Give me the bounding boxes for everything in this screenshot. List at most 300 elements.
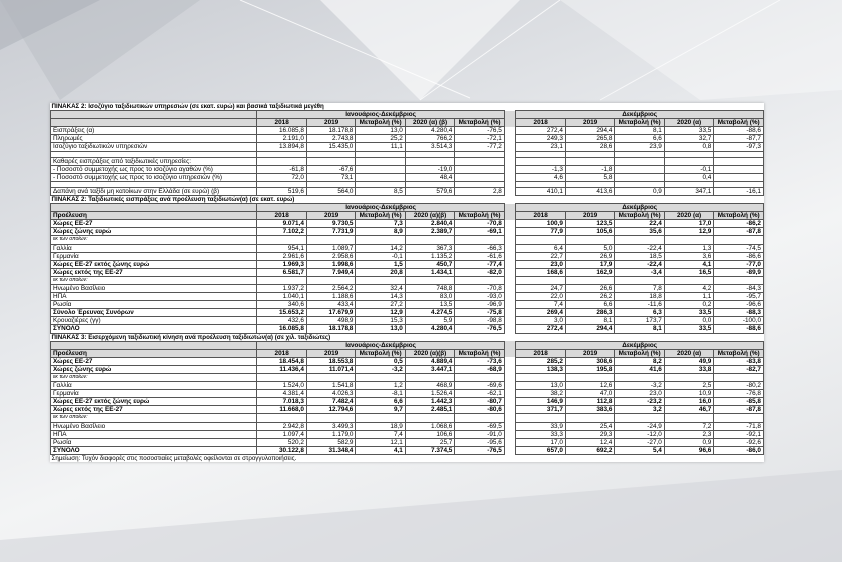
cell-value: 2.958,6	[306, 252, 355, 260]
cell-value: 13,0	[516, 382, 565, 390]
cell-value: 7,3	[356, 220, 405, 228]
cell-value: 692,2	[565, 446, 614, 454]
cell-value	[455, 165, 504, 173]
table-row	[51, 165, 764, 173]
cell-value: 1.068,6	[405, 422, 454, 430]
row-label: - Ποσοστό συμμετοχής ως προς το ισοζύγιο αγαθών (%)	[51, 165, 257, 173]
table-row	[51, 143, 764, 151]
cell-value: 11.668,0	[257, 406, 306, 414]
cell-value: 7.482,4	[306, 398, 355, 406]
cell-value	[664, 374, 713, 382]
cell-value: -84,3	[714, 284, 764, 292]
cell-value: -87,8	[714, 406, 764, 414]
table-3	[51, 333, 764, 357]
cell-value: -95,7	[714, 293, 764, 301]
cell-value: 7.018,3	[257, 398, 306, 406]
cell-value: 41,6	[615, 365, 664, 373]
cell-value: 269,4	[516, 309, 565, 317]
cell-value	[714, 374, 764, 382]
cell-value: -66,3	[455, 244, 504, 252]
cell-value	[356, 165, 405, 173]
cell-value: 7.102,2	[257, 228, 306, 236]
cell-value	[615, 236, 664, 244]
cell-value: 24,7	[516, 284, 565, 292]
cell-value: 1.179,0	[306, 430, 355, 438]
cell-value: -62,1	[455, 390, 504, 398]
cell-value: 23,0	[516, 260, 565, 268]
cell-value: 1.434,1	[405, 268, 454, 276]
row-label: Χώρες ζώνης ευρώ	[51, 228, 257, 236]
cell-value: 162,9	[565, 268, 614, 276]
cell-value: 4,2	[664, 284, 713, 292]
cell-value: -1,8	[565, 165, 614, 173]
cell-value: 18,8	[615, 293, 664, 301]
cell-value	[455, 414, 504, 422]
cell-value	[405, 374, 454, 382]
cell-value: 954,1	[257, 244, 306, 252]
cell-value: 5,8	[565, 173, 614, 181]
cell-value	[615, 157, 664, 165]
cell-value: 6,4	[516, 244, 565, 252]
cell-value	[257, 157, 306, 165]
cell-value: 7.949,4	[306, 268, 355, 276]
cell-value: 564,0	[306, 187, 355, 195]
cell-value	[516, 236, 565, 244]
row-label: εκ των οποίων:	[51, 414, 257, 422]
cell-value	[306, 276, 355, 284]
cell-value: -87,7	[714, 135, 764, 143]
cell-value	[455, 374, 504, 382]
cell-value: -61,8	[257, 165, 306, 173]
cell-value: 25,2	[356, 135, 405, 143]
row-label: Γερμανία	[51, 390, 257, 398]
cell-value: 3.499,3	[306, 422, 355, 430]
cell-value: -74,5	[714, 244, 764, 252]
cell-value: -69,6	[455, 382, 504, 390]
cell-value: 20,8	[356, 268, 405, 276]
cell-value	[455, 236, 504, 244]
cell-value: 112,8	[565, 398, 614, 406]
cell-value	[306, 374, 355, 382]
row-label: Καθαρές εισπράξεις από ταξιδιωτικές υπηρεσίες:	[51, 157, 257, 165]
cell-value: 17,0	[664, 220, 713, 228]
cell-value: -16,1	[714, 187, 764, 195]
cell-value: 100,9	[516, 220, 565, 228]
cell-value: -61,6	[455, 252, 504, 260]
cell-value: 4.026,3	[306, 390, 355, 398]
row-label: ΗΠΑ	[51, 293, 257, 301]
table-2-body	[51, 220, 764, 333]
cell-value: 1.998,6	[306, 260, 355, 268]
cell-value: -92,6	[714, 438, 764, 446]
cell-value: 1.442,3	[405, 398, 454, 406]
cell-value: 12.794,6	[306, 406, 355, 414]
cell-value: 72,0	[257, 173, 306, 181]
cell-value: 2.564,2	[306, 284, 355, 292]
cell-value: 2.743,8	[306, 135, 355, 143]
cell-value: 138,3	[516, 365, 565, 373]
row-label: Χώρες εκτός της ΕΕ-27	[51, 268, 257, 276]
cell-value: 285,2	[516, 357, 565, 365]
cell-value: -98,8	[455, 317, 504, 325]
cell-value: 294,4	[565, 325, 614, 333]
cell-value: 32,4	[356, 284, 405, 292]
table-row	[51, 127, 764, 135]
cell-value: 8,9	[356, 228, 405, 236]
table-row	[51, 187, 764, 195]
cell-value: 23,0	[615, 390, 664, 398]
cell-value: 23,1	[516, 143, 565, 151]
table-row	[51, 374, 764, 382]
cell-value: -88,3	[714, 309, 764, 317]
cell-value: 0,5	[356, 357, 405, 365]
cell-value	[664, 157, 713, 165]
cell-value: 4,1	[664, 260, 713, 268]
cell-value: -27,0	[615, 438, 664, 446]
cell-value: 31.348,4	[306, 446, 355, 454]
cell-value	[516, 414, 565, 422]
cell-value: -70,8	[455, 220, 504, 228]
row-label: εκ των οποίων:	[51, 374, 257, 382]
cell-value: 1.526,4	[405, 390, 454, 398]
cell-value: 1.097,4	[257, 430, 306, 438]
cell-value: 1.937,2	[257, 284, 306, 292]
cell-value: 38,2	[516, 390, 565, 398]
cell-value: 1,3	[664, 244, 713, 252]
cell-value: 195,8	[565, 365, 614, 373]
cell-value: 16,5	[664, 268, 713, 276]
cell-value: 33,5	[664, 309, 713, 317]
cell-value: 17.679,9	[306, 309, 355, 317]
cell-value: 13.894,8	[257, 143, 306, 151]
rounding-note: Σημείωση: Τυχόν διαφορές στις ποσοστιαίες μεταβολές οφείλονται σε στρογγυλοποιήσεις.	[51, 454, 297, 462]
cell-value: -71,8	[714, 422, 764, 430]
cell-value: 73,1	[306, 173, 355, 181]
cell-value	[714, 276, 764, 284]
cell-value: 15.435,0	[306, 143, 355, 151]
cell-value: 14,3	[356, 293, 405, 301]
cell-value: 2.485,1	[405, 406, 454, 414]
cell-value: 11.071,4	[306, 365, 355, 373]
cell-value: -76,5	[455, 446, 504, 454]
cell-value: -85,8	[714, 398, 764, 406]
cell-value: 11,1	[356, 143, 405, 151]
row-label: Γαλλία	[51, 244, 257, 252]
cell-value: 30.122,8	[257, 446, 306, 454]
cell-value: -83,8	[714, 357, 764, 365]
cell-value	[306, 157, 355, 165]
cell-value: 4.889,4	[405, 357, 454, 365]
cell-value: 0,9	[664, 438, 713, 446]
cell-value: 4,6	[516, 173, 565, 181]
cell-value: 33,5	[664, 127, 713, 135]
row-label: Ισοζύγιο ταξιδιωτικών υπηρεσιών	[51, 143, 257, 151]
cell-value: 46,7	[664, 406, 713, 414]
cell-value	[516, 374, 565, 382]
cell-value: 17,0	[516, 438, 565, 446]
cell-value: 0,4	[664, 173, 713, 181]
cell-value: 26,2	[565, 293, 614, 301]
cell-value: -76,8	[714, 390, 764, 398]
table-1-header-period	[51, 111, 764, 119]
cell-value: 18.454,8	[257, 357, 306, 365]
cell-value: 3,6	[664, 252, 713, 260]
cell-value	[714, 157, 764, 165]
cell-value: 272,4	[516, 127, 565, 135]
cell-value: 340,6	[257, 301, 306, 309]
table-row	[51, 430, 764, 438]
cell-value: 6,6	[615, 135, 664, 143]
cell-value: 1,5	[356, 260, 405, 268]
row-label: Χώρες ΕΕ-27 εκτός ζώνης ευρώ	[51, 260, 257, 268]
cell-value: 15.653,2	[257, 309, 306, 317]
cell-value: -95,6	[455, 438, 504, 446]
cell-value: 6.581,7	[257, 268, 306, 276]
table-row	[51, 422, 764, 430]
table-3-title: ΠΙΝΑΚΑΣ 3: Εισερχόμενη ταξιδιωτική κίνηση ανά προέλευση ταξιδιωτών(α) (σε χιλ. ταξιδιώτες)	[51, 333, 331, 341]
row-label: ΗΠΑ	[51, 430, 257, 438]
cell-value: 5,0	[565, 244, 614, 252]
cell-value: -80,6	[455, 406, 504, 414]
table-row	[51, 268, 764, 276]
cell-value: -76,5	[455, 325, 504, 333]
cell-value: 3,2	[615, 406, 664, 414]
cell-value	[356, 173, 405, 181]
table-row	[51, 157, 764, 165]
cell-value: -87,8	[714, 228, 764, 236]
cell-value	[516, 157, 565, 165]
cell-value: -68,9	[455, 365, 504, 373]
cell-value: 49,9	[664, 357, 713, 365]
header-dec: Δεκέμβριος	[516, 111, 764, 119]
table-3-footer	[51, 454, 764, 462]
cell-value: 105,6	[565, 228, 614, 236]
cell-value: 371,7	[516, 406, 565, 414]
cell-value: 7,4	[516, 301, 565, 309]
cell-value: -77,0	[714, 260, 764, 268]
cell-value: -76,5	[455, 127, 504, 135]
cell-value: 22,7	[516, 252, 565, 260]
cell-value: 8,1	[615, 325, 664, 333]
table-2	[51, 195, 764, 219]
cell-value: -0,1	[356, 252, 405, 260]
cell-value: 12,6	[565, 382, 614, 390]
table-1	[51, 103, 764, 127]
table-row	[51, 284, 764, 292]
row-label: Γαλλία	[51, 382, 257, 390]
cell-value	[455, 173, 504, 181]
cell-value: -80,7	[455, 398, 504, 406]
cell-value: 35,6	[615, 228, 664, 236]
cell-value: 9.730,5	[306, 220, 355, 228]
cell-value: -3,2	[615, 382, 664, 390]
cell-value	[615, 165, 664, 173]
cell-value	[257, 374, 306, 382]
cell-value: 0,8	[664, 143, 713, 151]
cell-value: 146,9	[516, 398, 565, 406]
table-row	[51, 390, 764, 398]
cell-value: 657,0	[516, 446, 565, 454]
cell-value: -72,1	[455, 135, 504, 143]
cell-value: -86,0	[714, 446, 764, 454]
cell-value: 3.447,1	[405, 365, 454, 373]
cell-value: 9,7	[356, 406, 405, 414]
cell-value: 433,4	[306, 301, 355, 309]
cell-value	[455, 276, 504, 284]
cell-value: 26,9	[565, 252, 614, 260]
cell-value: 25,7	[405, 438, 454, 446]
cell-value	[356, 276, 405, 284]
table-row	[51, 317, 764, 325]
cell-value: 8,2	[615, 357, 664, 365]
cell-value: -86,6	[714, 252, 764, 260]
cell-value: -82,0	[455, 268, 504, 276]
table-2-header-years: Προέλευση 2018 2019 Μεταβολή (%) 2020 (α)(β) Μεταβολή (%) 2018 2019 Μεταβολή (%) 2020 (α) Μεταβολή (%)	[51, 212, 764, 220]
cell-value: 410,1	[516, 187, 565, 195]
table-row	[51, 325, 764, 333]
cell-value: 519,6	[257, 187, 306, 195]
table-1-body	[51, 127, 764, 196]
cell-value: 168,6	[516, 268, 565, 276]
cell-value: 83,0	[405, 293, 454, 301]
cell-value	[306, 236, 355, 244]
row-label: Γερμανία	[51, 252, 257, 260]
cell-value: 294,4	[565, 127, 614, 135]
cell-value: 7.374,5	[405, 446, 454, 454]
table-row	[51, 252, 764, 260]
cell-value: 4.280,4	[405, 325, 454, 333]
table-row	[51, 244, 764, 252]
table-row	[51, 173, 764, 181]
cell-value: 2,5	[664, 382, 713, 390]
cell-value: 1,2	[356, 382, 405, 390]
cell-value	[516, 276, 565, 284]
table-row	[51, 276, 764, 284]
cell-value: 272,4	[516, 325, 565, 333]
cell-value: -11,6	[615, 301, 664, 309]
cell-value: 766,2	[405, 135, 454, 143]
cell-value	[565, 414, 614, 422]
cell-value: -100,0	[714, 317, 764, 325]
row-label: εκ των οποίων:	[51, 276, 257, 284]
cell-value: 8,1	[565, 317, 614, 325]
cell-value: 106,6	[405, 430, 454, 438]
cell-value: 4,1	[356, 446, 405, 454]
table-row	[51, 301, 764, 309]
cell-value: 13,5	[405, 301, 454, 309]
cell-value: -88,6	[714, 325, 764, 333]
cell-value: -3,2	[356, 365, 405, 373]
table-3-header-period: Ιανουάριος-Δεκέμβριος Δεκέμβριος	[51, 341, 764, 349]
row-label: ΣΥΝΟΛΟ	[51, 446, 257, 454]
cell-value: 1.541,8	[306, 382, 355, 390]
cell-value: -91,0	[455, 430, 504, 438]
cell-value: 249,3	[516, 135, 565, 143]
table-row	[51, 438, 764, 446]
cell-value	[405, 236, 454, 244]
cell-value: 9.071,4	[257, 220, 306, 228]
table-row	[51, 365, 764, 373]
cell-value: 498,9	[306, 317, 355, 325]
cell-value: 2.961,6	[257, 252, 306, 260]
cell-value: 18.178,8	[306, 325, 355, 333]
cell-value: 3.514,3	[405, 143, 454, 151]
cell-value: 450,7	[405, 260, 454, 268]
table-row	[51, 414, 764, 422]
cell-value: -77,4	[455, 260, 504, 268]
table-1-title: ΠΙΝΑΚΑΣ 2: Ισοζύγιο ταξιδιωτικών υπηρεσιών (σε εκατ. ευρώ) και βασικά ταξιδιωτικά μεγέθη	[51, 103, 324, 110]
cell-value	[664, 236, 713, 244]
cell-value: 7.731,9	[306, 228, 355, 236]
table-row	[51, 382, 764, 390]
cell-value: 15,3	[356, 317, 405, 325]
cell-value: 7,8	[615, 284, 664, 292]
cell-value: 16.085,8	[257, 127, 306, 135]
cell-value: 29,3	[565, 430, 614, 438]
cell-value: 1,1	[664, 293, 713, 301]
cell-value: 173,7	[615, 317, 664, 325]
cell-value: 1.089,7	[306, 244, 355, 252]
cell-value: 33,9	[516, 422, 565, 430]
cell-value	[565, 276, 614, 284]
table-3-header-years: Προέλευση 2018 2019 Μεταβολή (%) 2020 (α)(β) Μεταβολή (%) 2018 2019 Μεταβολή (%) 2020 (α) Μεταβολή (%)	[51, 349, 764, 357]
cell-value: -22,4	[615, 260, 664, 268]
cell-value	[615, 276, 664, 284]
cell-value: -86,2	[714, 220, 764, 228]
cell-value: 367,3	[405, 244, 454, 252]
cell-value: 2.191,0	[257, 135, 306, 143]
cell-value: 3,0	[516, 317, 565, 325]
cell-value: 17,9	[565, 260, 614, 268]
row-label: Χώρες εκτός της ΕΕ-27	[51, 406, 257, 414]
table-row	[51, 309, 764, 317]
cell-value: 14,2	[356, 244, 405, 252]
cell-value: 18.553,8	[306, 357, 355, 365]
cell-value: 2,3	[664, 430, 713, 438]
cell-value	[565, 157, 614, 165]
cell-value: 6,6	[565, 301, 614, 309]
cell-value: 10,9	[664, 390, 713, 398]
row-label: Εισπράξεις (α)	[51, 127, 257, 135]
cell-value: 12,4	[565, 438, 614, 446]
cell-value	[615, 414, 664, 422]
cell-value: -89,9	[714, 268, 764, 276]
cell-value: 18.178,8	[306, 127, 355, 135]
table-row	[51, 135, 764, 143]
cell-value: -69,5	[455, 422, 504, 430]
table-row	[51, 260, 764, 268]
cell-value: -96,6	[714, 301, 764, 309]
table-2-title: ΠΙΝΑΚΑΣ 2: Ταξιδιωτικές εισπράξεις ανά προέλευση ταξιδιωτών(α) (σε εκατ. ευρώ)	[51, 195, 295, 203]
cell-value: 4.280,4	[405, 127, 454, 135]
cell-value	[405, 157, 454, 165]
cell-value: -80,2	[714, 382, 764, 390]
cell-value: 7,4	[356, 430, 405, 438]
cell-value: 347,1	[664, 187, 713, 195]
table-row	[51, 406, 764, 414]
table-row	[51, 398, 764, 406]
cell-value: 468,9	[405, 382, 454, 390]
cell-value: 579,6	[405, 187, 454, 195]
cell-value: 12,1	[356, 438, 405, 446]
cell-value: 13,0	[356, 325, 405, 333]
cell-value: 23,9	[615, 143, 664, 151]
row-label: ΣΥΝΟΛΟ	[51, 325, 257, 333]
cell-value: -19,0	[405, 165, 454, 173]
cell-value: 33,5	[664, 325, 713, 333]
cell-value	[306, 414, 355, 422]
cell-value: 0,2	[664, 301, 713, 309]
